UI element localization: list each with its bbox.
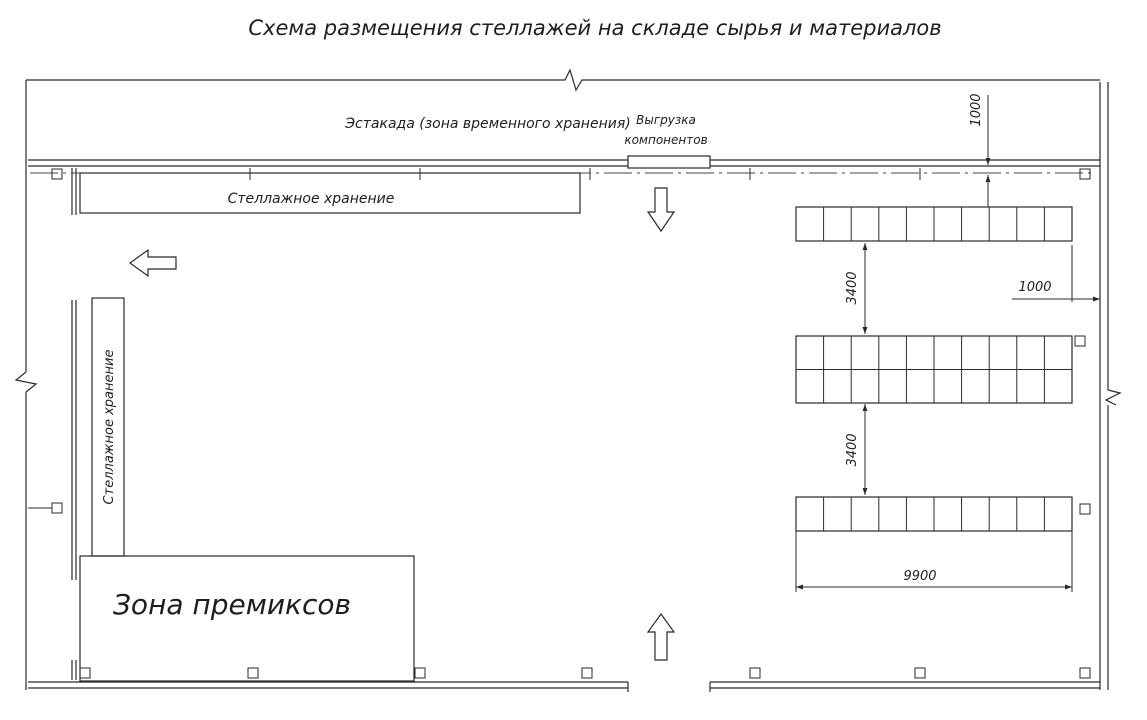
rack-storage-left-label: Стеллажное хранение	[102, 349, 117, 505]
dim-rack-length: 9900	[903, 569, 937, 584]
side-columns	[28, 336, 1090, 514]
dim-row-gap-1: 3400	[845, 271, 860, 305]
premix-zone-label: Зона премиксов	[112, 588, 352, 621]
rack-row-1	[796, 207, 1072, 241]
top-columns	[52, 168, 1090, 180]
top-wall	[28, 156, 1100, 168]
arrow-up-icon	[648, 614, 674, 660]
dim-row-gap-2: 3400	[845, 433, 860, 467]
rack-row-2	[796, 336, 1072, 403]
unload-label-line1: Выгрузка	[636, 113, 696, 127]
left-inner-walls	[72, 168, 76, 680]
arrow-down-icon	[648, 188, 674, 231]
dim-top-gap: 1000	[969, 93, 984, 127]
dim-right-gap: 1000	[1018, 280, 1052, 295]
bottom-columns	[80, 668, 1090, 678]
right-wall	[1100, 82, 1120, 690]
unload-label-line2: компонентов	[624, 133, 708, 147]
arrow-left-icon	[130, 250, 176, 276]
diagram-title: Схема размещения стеллажей на складе сырья и материалов	[248, 16, 942, 40]
rack-row-3	[796, 497, 1072, 531]
bottom-wall	[28, 682, 1100, 692]
dimension-lines	[796, 95, 1100, 592]
estakada-label: Эстакада (зона временного хранения)	[345, 116, 631, 132]
rack-storage-top-label: Стеллажное хранение	[227, 191, 395, 207]
rack-rows	[796, 207, 1072, 531]
